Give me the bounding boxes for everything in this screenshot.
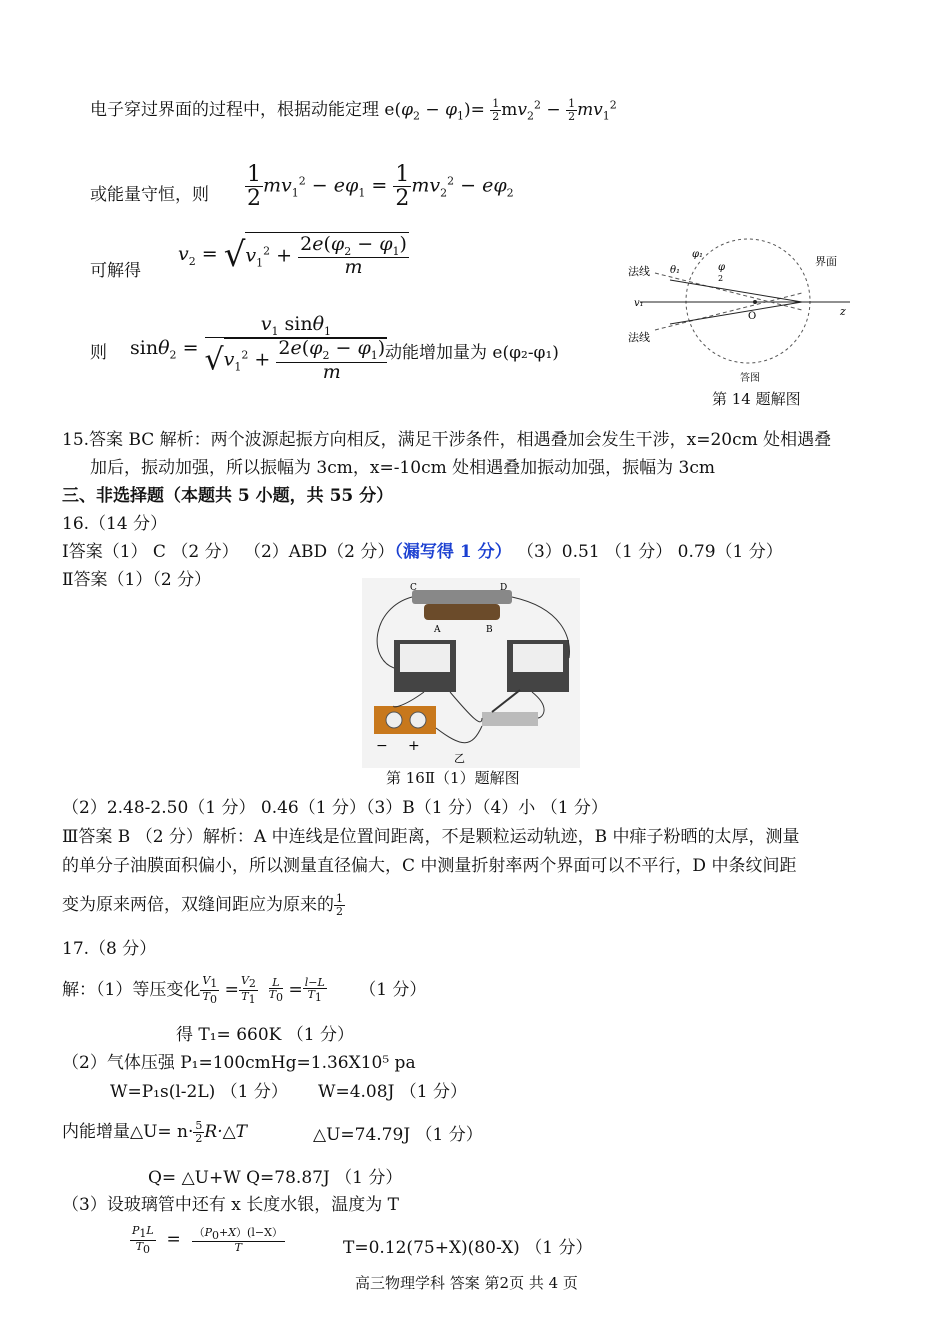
switch-base [482,712,538,726]
figure-14-diagram [620,235,860,385]
point-o [753,300,757,304]
page-footer: 高三物理学科 答案 第2页 共 4 页 [355,1274,578,1292]
kinetic-theorem-line: 电子穿过界面的过程中，根据动能定理 $e(\varphi_2 - \varphi_1)=$ $\frac{1}{2}$ $mv_2^2$ − $\frac{1}{2}$ $mv_1^2$ [90,97,617,123]
answer-fig-label: 答图 [740,373,760,384]
theta1-label: θ₁ [670,265,681,276]
q17-t-result: T=0.12(75+X)(80-X) （1 分） [343,1238,593,1258]
energy-label: 或能量守恒，则 [90,185,209,205]
q15-line2: 加后，振动加强，所以振幅为 3cm，x=-10cm 处相遇叠加振动加强，振幅为 3cm [90,458,715,478]
circuit-diagram [362,578,580,768]
o-label: O [748,311,757,322]
q17-part3: （3）设玻璃管中还有 x 长度水银，温度为 T [62,1195,399,1215]
q17-solve-prefix: 解：（1）等压变化 [62,980,201,1000]
battery-cell-1 [386,712,402,728]
q17-result-t1: 得 T₁= 660K （1 分） [176,1025,354,1045]
normal-bottom-label: 法线 [628,331,650,344]
q16-part1 [62,537,783,562]
rheostat-bar [412,590,512,604]
kinetic-line-text: 电子穿过界面的过程中，根据动能定理 e( [90,100,402,120]
interface-circle [686,239,810,363]
label-d: D [500,583,508,593]
q17-part3-equation: $\frac{P_1L}{T_0}$ = $\frac{(P_0+X)(l-X)}{T}$ [132,1224,283,1256]
label-c: C [410,583,417,593]
z-label: z [840,305,846,318]
battery-cell-2 [410,712,426,728]
v2-equation: $v_2 = √v_1^2$ + $\frac{2e(\varphi_2 - \varphi_1)}{m}$ [178,233,407,279]
q16-part2-header: Ⅱ答案（1）（2 分） [62,570,212,590]
label-plus: + [408,738,420,754]
q16-part3-line2: 的单分子油膜面积偏小，所以测量直径偏大，C 中测量折射率两个界面可以不平行，D 中条纹间距 [62,856,797,876]
phi-sub-label: 2 [718,274,724,283]
then-label: 则 [90,343,107,363]
q16-part1-blue: （漏写得 1 分） [394,542,512,562]
energy-equation: $\frac{1}{2}$ $mv_1^2 - e\varphi_1$ = $\frac{1}{2}$ $mv_2^2 - e\varphi_2$ [247,162,514,212]
q17-heat: Q= △U+W Q=78.87J （1 分） [148,1168,403,1188]
v1-label: v₁ [634,298,644,309]
q17-energy-prefix: 内能增量△U= n· [62,1122,194,1142]
section-3-title: 三、非选择题（本题共 5 小题，共 55 分） [62,486,394,506]
q16-part1-a: Ⅰ答案（1） C （2 分） （2）ABD（2 分） [62,542,395,562]
q17-score1: （1 分） [359,980,427,1000]
interface-label: 界面 [815,255,837,268]
label-b: B [486,625,493,635]
circuit-caption: 第 16Ⅱ（1）题解图 [386,769,520,787]
figure-14-caption: 第 14 题解图 [712,390,801,408]
q17-energy: 内能增量△U= n· $\frac{5}{2}$ R·△T [62,1119,248,1145]
q15-line1: 15.答案 BC 解析：两个波源起振方向相反，满足干涉条件，相遇叠加会发生干涉，x=20cm 处相遇叠 [62,430,832,450]
q16-part3-line1: Ⅲ答案 B （2 分）解析：A 中连线是位置间距离，不是颗粒运动轨迹，B 中痱子粉晒的太厚，测量 [62,827,800,847]
ammeter-face [513,644,563,672]
label-yi: 乙 [454,752,465,765]
ray-bottom [670,302,802,324]
ray-top [670,280,802,302]
q16-part1-b: （3）0.51 （1 分） 0.79（1 分） [511,542,783,562]
q17-energy-suffix: R·△T [204,1122,248,1142]
sin-theta-equation: sinθ$_2$ = $v_1$ sinθ$_1$ $√v_1^2$ + $\frac{2e(\varphi_2 - \varphi_1)}{m}$ [130,313,386,383]
q16-part3-line3: 变为原来两倍，双缝间距应为原来的 $\frac{1}{2}$ [62,892,343,918]
q17-header: 17.（8 分） [62,939,157,959]
q16-header: 16.（14 分） [62,514,168,534]
battery-holder [374,706,436,734]
normal-top-label: 法线 [628,265,650,278]
label-a: A [434,625,441,635]
q16-part3-text: 变为原来两倍，双缝间距应为原来的 [62,895,334,915]
q17-work-a: W=P₁s(l-2L) （1 分） [110,1082,288,1102]
q17-pressure: （2）气体压强 P₁=100cmHg=1.36X10⁵ pa [62,1053,416,1073]
q17-part1: 解：（1）等压变化 $\frac{V_1}{T_0}$ = $\frac{V_2}{T_1}$ $\frac{L}{T_0}$ = $\frac{l-L}{T_1}$ （1 分） [62,974,427,1007]
normal-line-top [655,273,802,310]
voltmeter-face [400,644,450,672]
kinetic-increase: 动能增加量为 e(φ₂-φ₁) [385,343,559,363]
q16-part2-answers: （2）2.48-2.50（1 分） 0.46（1 分）（3）B（1 分）（4）小 （1 分） [62,798,608,818]
q17-work-b: W=4.08J （1 分） [318,1082,468,1102]
q17-energy-result: △U=74.79J （1 分） [313,1125,483,1145]
solve-label: 可解得 [90,261,141,281]
phi1-label: φ₁ [692,249,704,260]
phi-label: φ [718,262,726,273]
rheostat-coil [424,604,500,620]
label-minus: − [376,738,388,754]
